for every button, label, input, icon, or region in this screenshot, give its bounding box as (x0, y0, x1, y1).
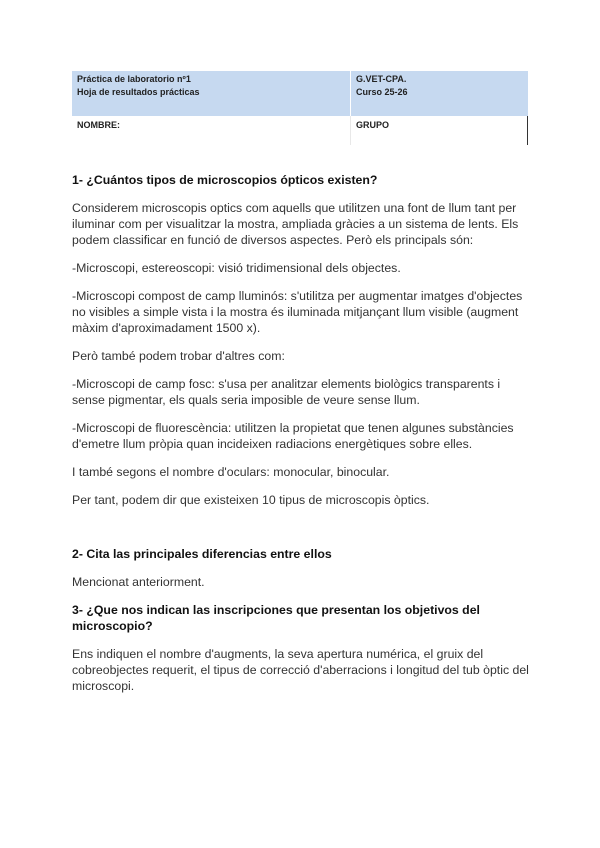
q1-paragraph: Per tant, podem dir que existeixen 10 tipus de microscopis òptics. (72, 493, 430, 507)
document-body (72, 172, 532, 694)
q1-paragraph: -Microscopi, estereoscopi: visió tridimensional dels objectes. (72, 261, 401, 275)
question-2-title: 2- Cita las principales diferencias entre ellos (72, 547, 332, 561)
question-1-title: 1- ¿Cuántos tipos de microscopios ópticos existen? (72, 173, 378, 187)
name-label: NOMBRE: (72, 116, 351, 145)
q1-paragraph: Considerem microscopis optics com aquells que utilitzen una font de llum tant per iluminar com per visualitzar la mostra, ampliada gràcies a un sistema de lents. Els podem classificar en funció de diversos aspectes. Però els principals són: (72, 201, 519, 247)
q2-answer: Mencionat anteriorment. (72, 575, 205, 589)
question-3-title: 3- ¿Que nos indican las inscripciones que presentan los objetivos del microscopio? (72, 603, 480, 633)
degree-code: G.VET-CPA. (351, 71, 528, 87)
course-year: Curso 25-26 (351, 87, 528, 116)
q3-answer: Ens indiquen el nombre d'augments, la seva apertura numérica, el gruix del cobreobjectes requerit, el tipus de correcció d'aberracions i longitud del tub òptic del microscopi. (72, 647, 529, 693)
header-table (72, 71, 528, 145)
group-label: GRUPO (351, 116, 528, 145)
q1-paragraph: -Microscopi compost de camp lluminós: s'utilitza per augmentar imatges d'objectes no visibles a simple vista i la mostra és iluminada mitjançant llum visible (augment màxim d'aproximadament 1500 x). (72, 289, 523, 335)
q1-paragraph: I també segons el nombre d'oculars: monocular, binocular. (72, 465, 390, 479)
q1-paragraph: -Microscopi de camp fosc: s'usa per analitzar elements biològics transparents i sense pigmentar, els quals seria imposible de veure sense llum. (72, 377, 501, 407)
q1-paragraph: -Microscopi de fluorescència: utilitzen la propietat que tenen algunes substàncies d'emetre llum pròpia quan incideixen radiacions energètiques sobre elles. (72, 421, 514, 451)
practice-title: Práctica de laboratorio nº1 (72, 71, 351, 87)
q1-paragraph: Però també podem trobar d'altres com: (72, 349, 285, 363)
results-sheet-title: Hoja de resultados prácticas (72, 87, 351, 116)
